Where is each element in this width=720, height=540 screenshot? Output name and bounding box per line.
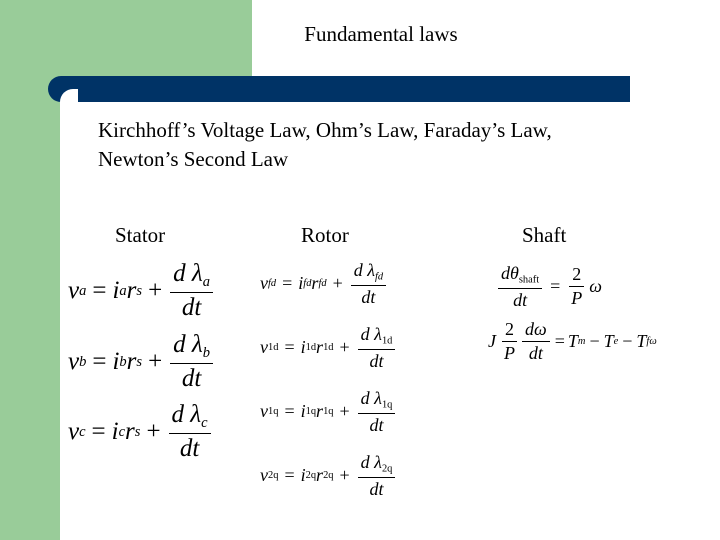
laws-list-line-1: Kirchhoff’s Voltage Law, Ohm’s Law, Faraday’s Law, [98, 118, 552, 142]
equation-shaft-swing: J $\frac{2}{P}$ $\frac{d\omega}{dt}$ = T m − T e − T fω [488, 319, 657, 363]
column-heading-rotor: Rotor [301, 223, 349, 247]
equation-rotor-2q: v 2q = i 2q r 2q + $\frac{d \lambda_{2q}}{dt}$ [260, 452, 397, 499]
column-heading-stator: Stator [115, 223, 166, 247]
equation-stator-c: v c = i c r s + $\frac{d \lambda_c}{dt}$ [68, 401, 213, 463]
column-heading-shaft: Shaft [522, 223, 567, 247]
laws-list [98, 116, 658, 174]
equation-stator-b: v b = i b r s + $\frac{d \lambda_b}{dt}$ [68, 331, 215, 393]
slide-title: Fundamental laws [304, 22, 458, 46]
laws-list-line-2: Newton’s Second Law [98, 147, 289, 171]
equation-rotor-1q: v 1q = i 1q r 1q + $\frac{d \lambda_{1q}}{dt}$ [260, 388, 397, 435]
equation-rotor-fd: v fd = i fd r fd + $\frac{d \lambda_{fd}}{dt}$ [260, 260, 388, 307]
equation-shaft-angle: $\frac{d\theta_{shaft}}{dt}$ = $\frac{2}{P}$ ω [496, 263, 602, 310]
equation-rotor-1d: v 1d = i 1d r 1d + $\frac{d \lambda_{1d}}{dt}$ [260, 324, 397, 371]
equation-stator-a: v a = i a r s + $\frac{d \lambda_a}{dt}$ [68, 260, 215, 322]
title-divider-bar [48, 76, 630, 102]
top-accent-block [0, 0, 252, 78]
